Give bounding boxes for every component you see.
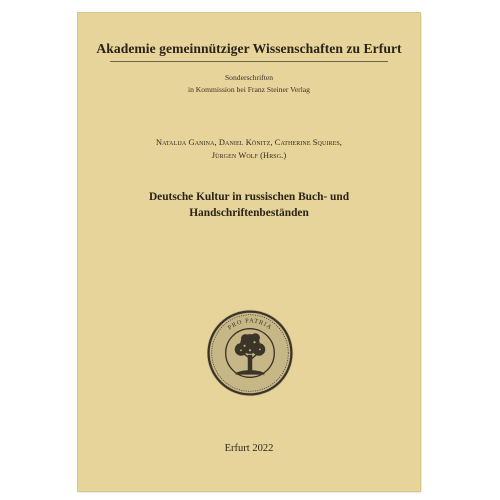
editors-line2: Jürgen Wolf (Hrsg.): [211, 151, 287, 160]
place-and-year: Erfurt 2022: [224, 443, 274, 454]
book-title-line2: Handschriftenbeständen: [189, 207, 309, 219]
title-rule: [110, 61, 388, 62]
academy-seal-icon: [205, 308, 295, 398]
series-subtitle-line1: Sonderschriften: [224, 73, 274, 82]
editors-line1: Natalija Ganina, Daniel Könitz, Catherine Squires,: [155, 138, 343, 147]
seal-inscription: PRO PATRIA: [226, 317, 274, 332]
book-cover: [78, 13, 420, 491]
series-subtitle-line2: in Kommission bei Franz Steiner Verlag: [188, 85, 310, 94]
book-title-line1: Deutsche Kultur in russischen Buch- und: [148, 191, 350, 203]
series-title: Akademie gemeinnütziger Wissenschaften zu Erfurt: [96, 41, 402, 56]
